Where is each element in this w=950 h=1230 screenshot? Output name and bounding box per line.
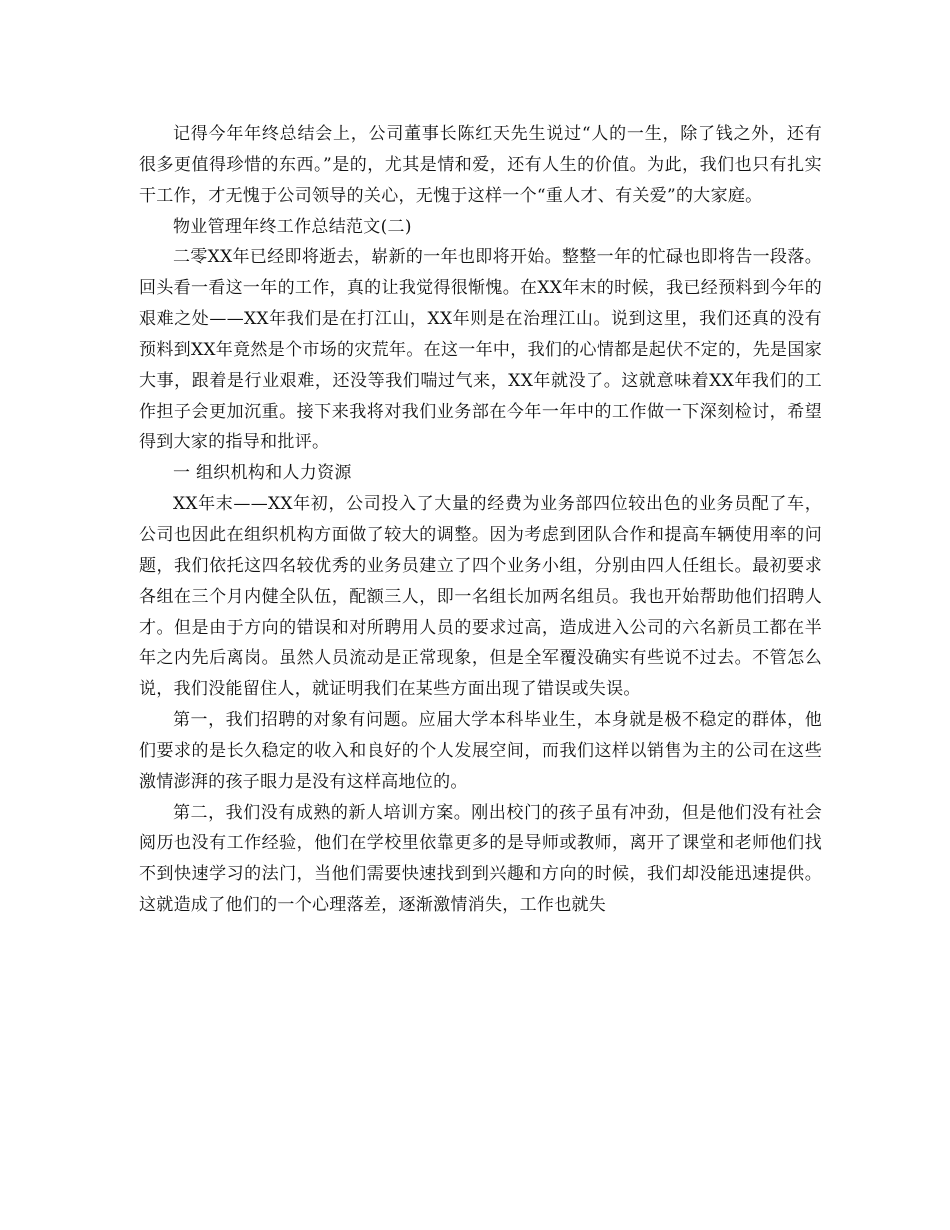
paragraph-point-one: 第一，我们招聘的对象有问题。应届大学本科毕业生，本身就是极不稳定的群体，他们要求的是长久稳定的收入和良好的个人发展空间，而我们这样以销售为主的公司在这些激情澎湃的孩子眼力是没有这样高地位的。: [139, 710, 822, 792]
section-title-sample-two: 物业管理年终工作总结范文(二): [173, 216, 412, 237]
document-body: [139, 119, 822, 921]
paragraph-closing-remarks: 记得今年年终总结会上，公司董事长陈红天先生说过“人的一生，除了钱之外，还有很多更值得珍惜的东西。”是的，尤其是情和爱，还有人生的价值。为此，我们也只有扎实干工作，才无愧于公司领导的关心，无愧于这样一个“重人才、有关爱”的大家庭。: [139, 124, 822, 206]
paragraph-point-two: 第二，我们没有成熟的新人培训方案。刚出校门的孩子虽有冲劲，但是他们没有社会阅历也没有工作经验，他们在学校里依靠更多的是导师或教师，离开了课堂和老师他们找不到快速学习的法门，当他们需要快速找到到兴趣和方向的时候，我们却没能迅速提供。这就造成了他们的一个心理落差，逐渐激情消失，工作也就失: [139, 802, 822, 916]
paragraph-year-review: 二零XX年已经即将逝去，崭新的一年也即将开始。整整一年的忙碌也即将告一段落。回头看一看这一年的工作，真的让我觉得很惭愧。在XX年末的时候，我已经预料到今年的艰难之处——XX年我们是在打江山，XX年则是在治理江山。说到这里，我们还真的没有预料到XX年竟然是个市场的灾荒年。在这一年中，我们的心情都是起伏不定的，先是国家大事，跟着是行业艰难，还没等我们喘过气来，XX年就没了。这就意味着XX年我们的工作担子会更加沉重。接下来我将对我们业务部在今年一年中的工作做一下深刻检讨，希望得到大家的指导和批评。: [139, 247, 822, 453]
section-heading-organization: 一 组织机构和人力资源: [173, 463, 352, 484]
paragraph-organization: XX年末——XX年初，公司投入了大量的经费为业务部四位较出色的业务员配了车，公司也因此在组织机构方面做了较大的调整。因为考虑到团队合作和提高车辆使用率的问题，我们依托这四名较优秀的业务员建立了四个业务小组，分别由四人任组长。最初要求各组在三个月内健全队伍，配额三人，即一名组长加两名组员。我也开始帮助他们招聘人才。但是由于方向的错误和对所聘用人员的要求过高，造成进入公司的六名新员工都在半年之内先后离岗。虽然人员流动是正常现象，但是全军覆没确实有些说不过去。不管怎么说，我们没能留住人，就证明我们在某些方面出现了错误或失误。: [139, 494, 822, 700]
